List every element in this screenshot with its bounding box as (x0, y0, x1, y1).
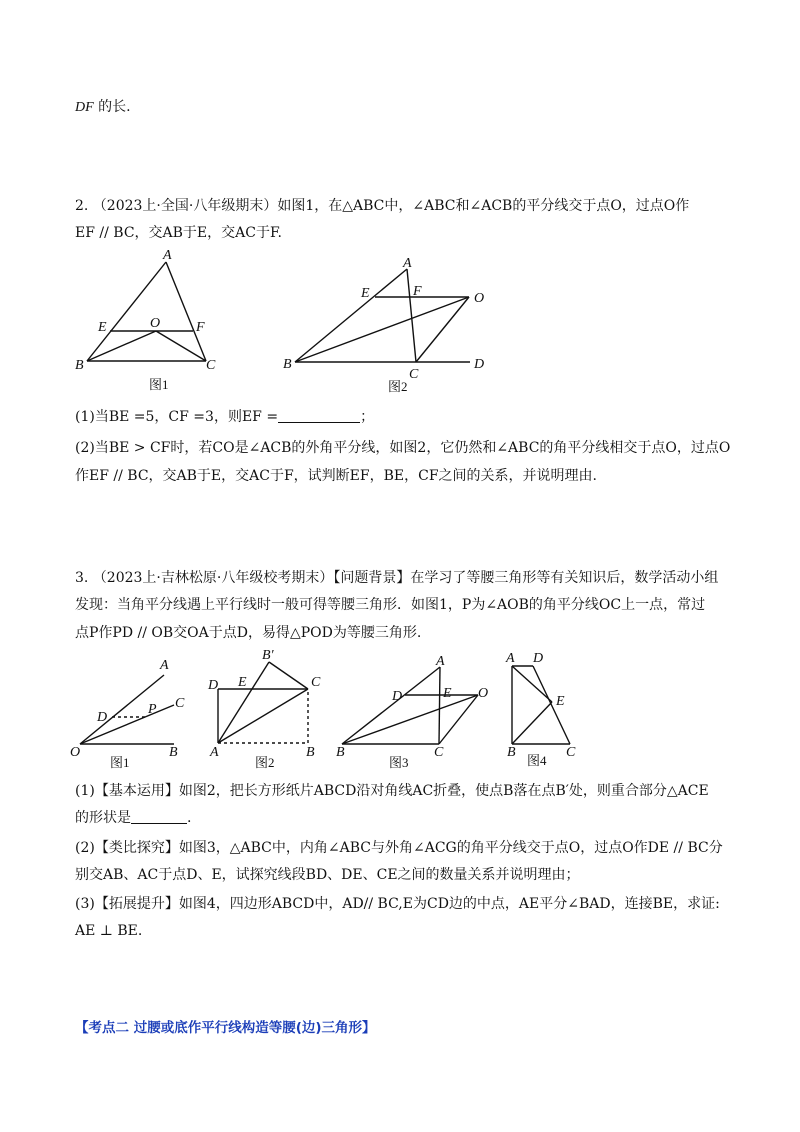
q2-fig1-segment-bo (87, 331, 156, 361)
q3-line3: 点P作PD // OB交OA于点D，易得△POD为等腰三角形. (75, 624, 422, 641)
q3-sub3-line1: (3)【拓展提升】如图4，四边形ABCD中，AD// BC,E为CD边的中点，AE平分∠BAD，连接BE，求证: (75, 896, 720, 913)
q3-sub1-line1: (1)【基本运用】如图2，把长方形纸片ABCD沿对角线AC折叠，使点B落在点B′处，则重合部分△ACE (75, 783, 709, 799)
q2-fig1-label-c: C (206, 358, 216, 373)
q3-fig4-label-e: E (556, 694, 565, 709)
q3-subquestions (75, 778, 730, 946)
q2-sub1-end: ； (360, 409, 375, 425)
q2-fig1-segment-co (156, 331, 206, 361)
section-heading: 【考点二 过腰或底作平行线构造等腰(边)三角形】 (75, 1020, 376, 1036)
q2-fig2-label-e: E (361, 286, 370, 301)
q3-fig2-label-d: D (208, 678, 219, 693)
q3-line1: 3. （2023上·吉林松原·八年级校考期末）【问题背景】在学习了等腰三角形等有关知识后，数学活动小组 (75, 570, 719, 586)
q3-sub2-line1: (2)【类比探究】如图3，△ABC中，内角∠ABC与外角∠ACG的角平分线交于点O，过点O作DE // BC分 (75, 839, 723, 856)
q3-sub1-text: 的形状是 (75, 810, 131, 827)
q2-line2: EF // BC，交AB于E，交AC于F. (75, 225, 282, 242)
q3-fig3-label-c: C (434, 745, 444, 760)
q3-fig4-label-d: D (533, 651, 544, 666)
q3-fig1-caption: 图1 (110, 755, 130, 770)
q2-fig1-label-f: F (196, 320, 205, 335)
q3-fig4-label-b: B (507, 745, 516, 760)
q2-figure-2 (278, 250, 498, 395)
intro-text: 的长. (93, 99, 131, 115)
q2-fig2-label-o: O (474, 291, 485, 306)
q3-fig1-label-d: D (97, 710, 108, 725)
q2-fig2-segment-ac (407, 269, 416, 362)
q3-fig3-segment-ac (439, 667, 440, 744)
q3-fig1-label-p: P (148, 702, 157, 717)
q3-fig4-segment-ae (512, 666, 552, 702)
q2-fig1-label-a: A (163, 248, 172, 263)
q3-sub3-line2: AE ⊥ BE. (75, 923, 143, 940)
q2-sub1-text: (1)当BE =5，CF =3，则EF = (75, 409, 279, 425)
q2-fig1-caption: 图1 (149, 377, 169, 392)
q3-fig1-label-a: A (160, 658, 169, 673)
q3-fig3-label-d: D (392, 689, 403, 704)
q3-sub1-line2 (75, 805, 730, 832)
q2-figure-1 (70, 245, 230, 395)
q2-fig1-label-b: B (75, 358, 84, 373)
q3-figure-1 (68, 655, 188, 770)
q3-fig3-label-o: O (478, 686, 489, 701)
q3-figure-4 (500, 650, 585, 770)
q3-stem (75, 565, 730, 647)
q3-fig4-segment-be (512, 702, 552, 744)
intro-line (75, 94, 730, 121)
q2-fig2-label-b: B (283, 357, 292, 372)
q2-fig2-segment-ba (295, 269, 407, 362)
q3-fig3-label-b: B (336, 745, 345, 760)
q3-fig2-fold-cb-prime (269, 662, 308, 689)
q2-sub2-line2: 作EF // BC，交AB于E，交AC于F，试判断EF，BE，CF之间的关系，并说明理由. (75, 467, 597, 484)
q3-sub2-line2: 别交AB、AC于点D、E，试探究线段BD、DE、CE之间的数量关系并说明理由； (75, 866, 580, 883)
q2-sub2-line1: (2)当BE > CF时，若CO是∠ACB的外角平分线，如图2，它仍然和∠ABC的角平分线相交于点O，过点O (75, 440, 731, 457)
q3-fig2-caption: 图2 (255, 755, 275, 770)
q3-fig2-label-e: E (238, 675, 247, 690)
q3-fig3-label-e: E (443, 686, 452, 701)
q3-fig3-segment-ba (342, 667, 440, 744)
q2-stem (75, 193, 730, 248)
q3-fig3-label-a: A (436, 654, 445, 669)
q3-fig1-label-b: B (169, 745, 178, 760)
q3-fig1-label-o: O (70, 745, 81, 760)
q2-fig1-side-ab (87, 262, 166, 361)
q2-fig2-label-c: C (409, 367, 419, 382)
q3-fig4-caption: 图4 (527, 753, 547, 768)
q3-fig2-label-b: B (306, 745, 315, 760)
q2-fig2-label-d: D (474, 357, 485, 372)
intro-var: DF (75, 100, 94, 115)
q2-fig2-label-a: A (403, 256, 412, 271)
q3-fig4-label-a: A (506, 651, 515, 666)
q3-figure-2 (205, 645, 330, 770)
q3-fig3-segment-bo (342, 695, 478, 744)
q3-sub1-end: . (187, 810, 192, 827)
q3-fig2-diagonal-ac (218, 689, 308, 743)
q2-subquestions (75, 404, 730, 490)
q3-fig1-label-c: C (175, 696, 185, 711)
q2-fig1-label-o: O (150, 316, 161, 331)
q3-fig4-label-c: C (566, 745, 576, 760)
q2-fig1-label-e: E (98, 320, 107, 335)
q3-fig2-label-a: A (210, 745, 219, 760)
q2-sub1 (75, 404, 730, 431)
q3-fig3-caption: 图3 (389, 755, 409, 770)
q3-fig2-label-c: C (311, 675, 321, 690)
q3-sub1-blank[interactable] (131, 809, 187, 824)
q3-line2: 发现：当角平分线遇上平行线时一般可得等腰三角形．如图1，P为∠AOB的角平分线OC上一点，常过 (75, 597, 706, 614)
q3-fig1-ray-oc (80, 705, 174, 744)
q3-figure-3 (332, 655, 502, 770)
q2-fig2-label-f: F (413, 284, 422, 299)
q2-fig2-caption: 图2 (388, 379, 408, 394)
q2-fig1-side-ac (166, 262, 206, 361)
q3-fig2-label-bprime: B′ (262, 648, 274, 663)
q2-sub1-blank[interactable] (278, 408, 360, 423)
q2-line1: 2. （2023上·全国·八年级期末）如图1，在△ABC中，∠ABC和∠ACB的平分线交于点O，过点O作 (75, 198, 690, 214)
